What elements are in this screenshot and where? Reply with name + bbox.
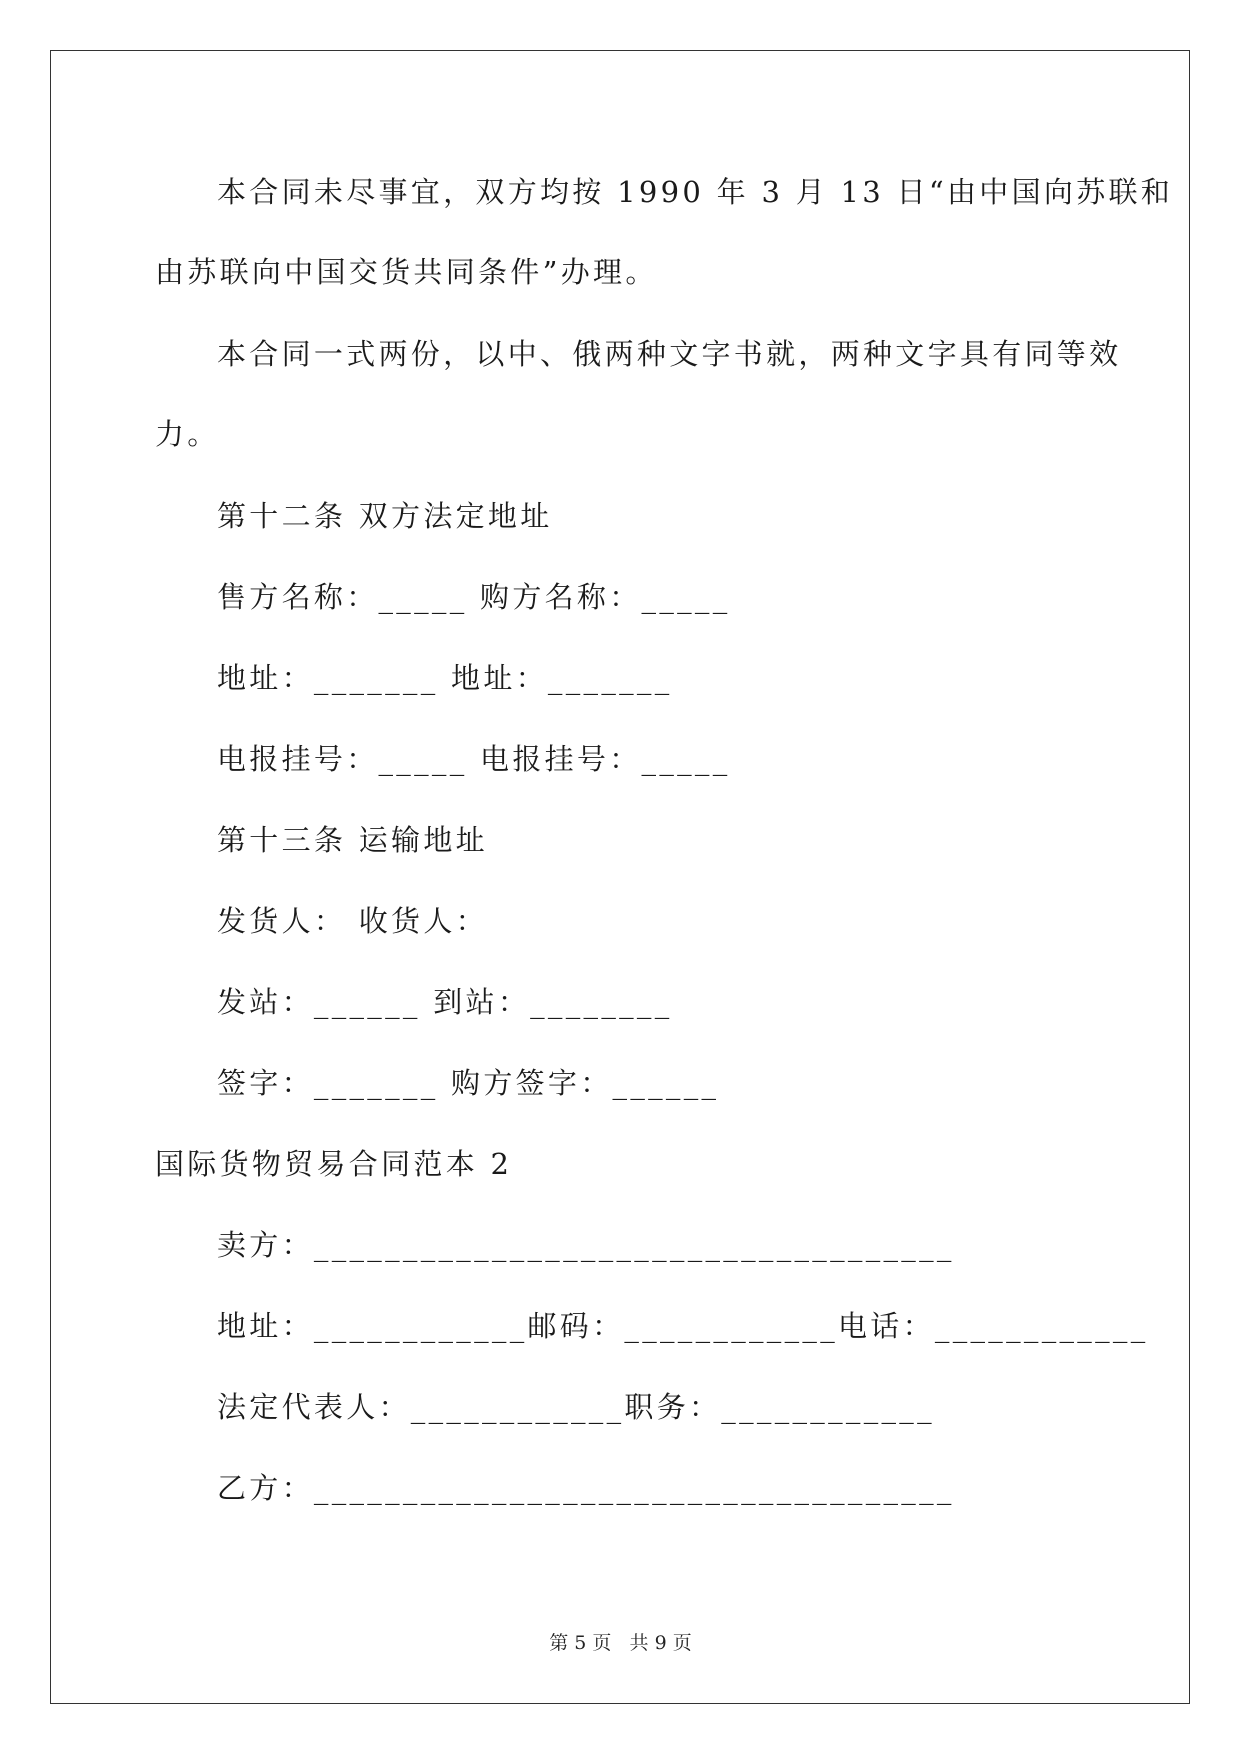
form-line-telegram: 电报挂号：_____ 电报挂号：_____	[217, 742, 731, 776]
form-line-consignor-consignee: 发货人： 收货人：	[217, 904, 488, 938]
section-heading: 第十二条 双方法定地址	[217, 499, 553, 533]
document-subtitle: 国际货物贸易合同范本 2	[155, 1147, 513, 1181]
page-number: 第 5 页 共 9 页	[549, 1632, 692, 1654]
form-line-signatures: 签字：_______ 购方签字：______	[217, 1066, 720, 1100]
page-border	[50, 50, 1190, 1704]
paragraph-text: 本合同一式两份，以中、俄两种文字书就，两种文字具有同等效	[217, 337, 1122, 371]
form-line-contact: 地址：____________邮码：____________电话：____________	[217, 1309, 1149, 1343]
form-line-representative: 法定代表人：____________职务：____________	[217, 1390, 935, 1424]
section-heading: 第十三条 运输地址	[217, 823, 488, 857]
form-line-seller: 卖方：____________________________________	[217, 1228, 955, 1262]
form-line-address: 地址：_______ 地址：_______	[217, 661, 673, 695]
form-line-party-b: 乙方：____________________________________	[217, 1471, 955, 1505]
paragraph-text: 本合同未尽事宜，双方均按 1990 年 3 月 13 日“由中国向苏联和	[217, 175, 1174, 209]
paragraph-text: 由苏联向中国交货共同条件”办理。	[155, 255, 658, 289]
form-line-seller-buyer-name: 售方名称：_____ 购方名称：_____	[217, 580, 731, 614]
form-line-stations: 发站：______ 到站：________	[217, 985, 673, 1019]
paragraph-text: 力。	[155, 417, 220, 451]
